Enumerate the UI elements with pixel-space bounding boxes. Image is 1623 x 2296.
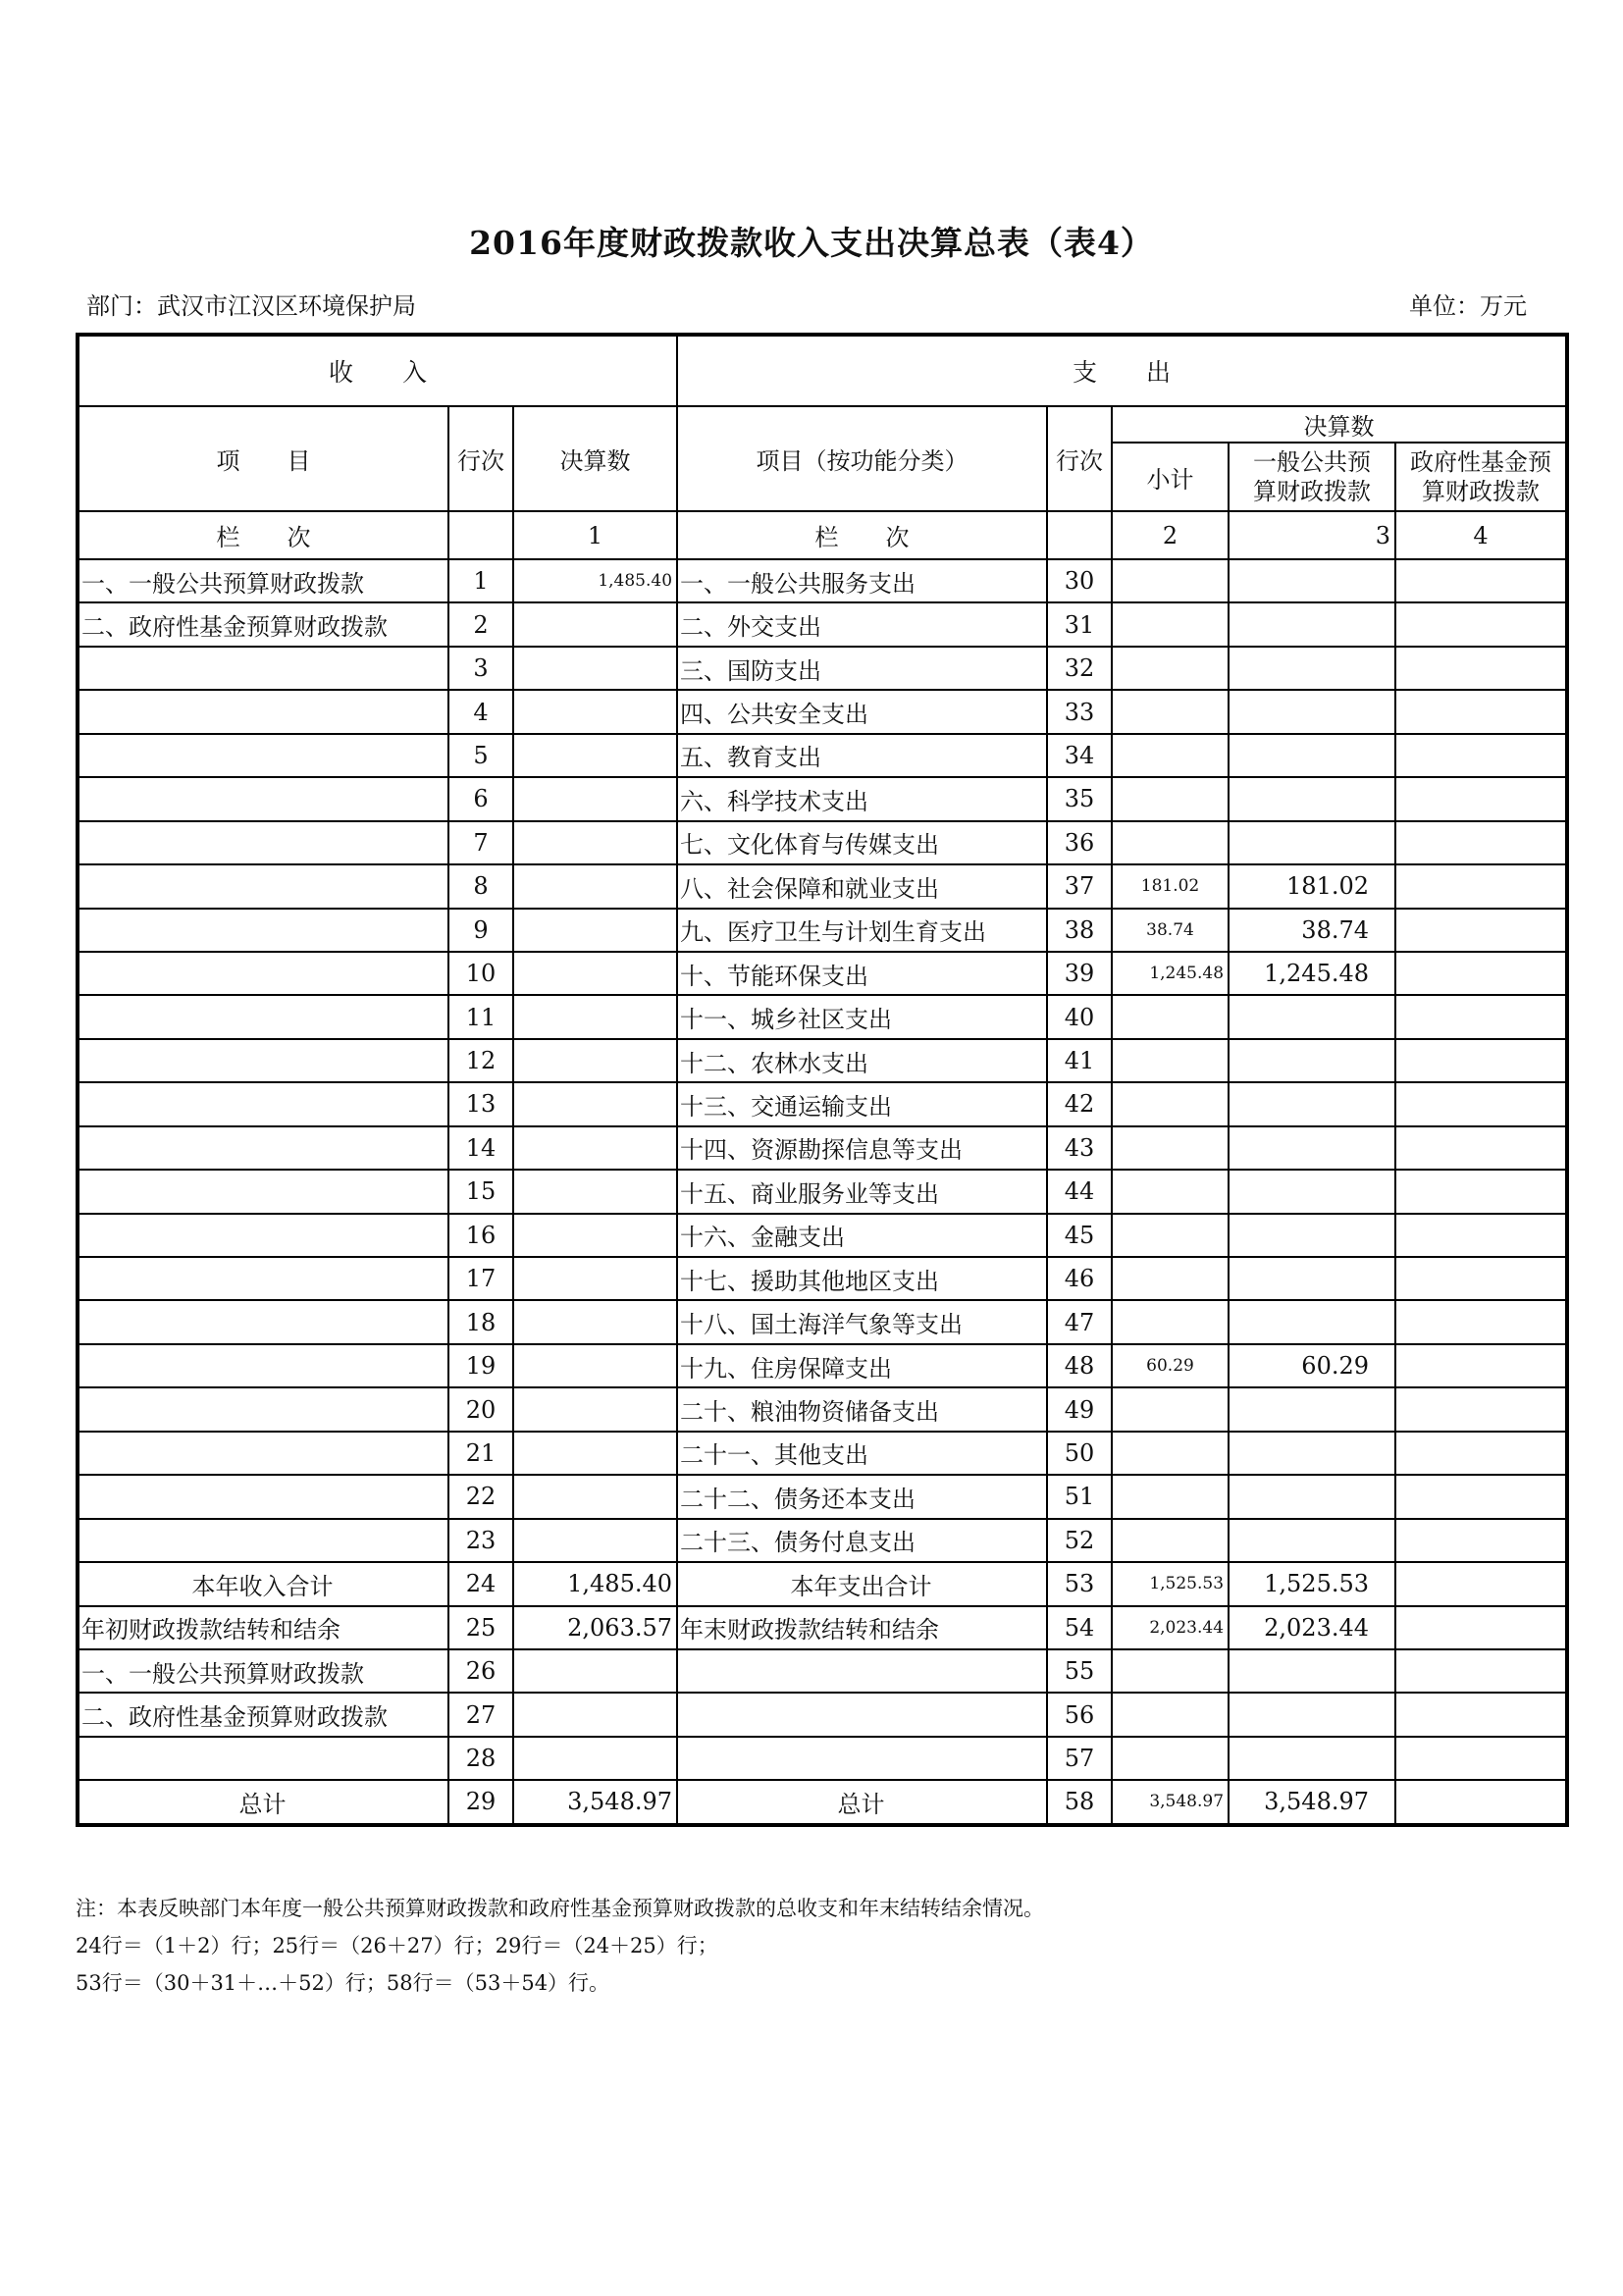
expense-amount-group-header: 决算数 (1112, 406, 1567, 443)
expense-item-cell: 二十、粮油物资储备支出 (677, 1387, 1047, 1431)
general-budget-cell (1229, 1432, 1395, 1475)
general-budget-cell: 60.29 (1229, 1344, 1395, 1387)
income-item-cell (78, 1737, 448, 1780)
gov-fund-cell (1395, 602, 1567, 646)
expense-item-cell: 二十二、债务还本支出 (677, 1475, 1047, 1518)
income-row-no-cell: 1 (448, 559, 513, 602)
expense-item-cell: 五、教育支出 (677, 734, 1047, 777)
expense-item-cell: 二十三、债务付息支出 (677, 1519, 1047, 1562)
table-row (78, 1606, 1567, 1649)
expense-item-cell: 十五、商业服务业等支出 (677, 1170, 1047, 1213)
gov-fund-cell (1395, 1039, 1567, 1082)
income-row-no-cell: 23 (448, 1519, 513, 1562)
general-budget-cell: 2,023.44 (1229, 1606, 1395, 1649)
income-amount-cell (513, 647, 677, 690)
general-budget-cell (1229, 1387, 1395, 1431)
note-line: 24行＝（1＋2）行；25行＝（26＋27）行；29行＝（24＋25）行； (76, 1934, 718, 1957)
income-row-no-cell: 24 (448, 1562, 513, 1605)
general-budget-header-line1: 一般公共预 (1253, 448, 1372, 476)
income-row-no-cell: 15 (448, 1170, 513, 1213)
table-row (78, 690, 1567, 733)
general-budget-cell: 1,245.48 (1229, 952, 1395, 995)
subtotal-cell: 1,245.48 (1112, 952, 1229, 995)
column-label-left: 栏 次 (78, 511, 448, 559)
expense-section-header: 支 出 (677, 335, 1567, 406)
income-amount-cell (513, 909, 677, 952)
expense-item-cell: 本年支出合计 (677, 1562, 1047, 1605)
general-budget-cell: 3,548.97 (1229, 1780, 1395, 1824)
expense-item-cell: 十六、金融支出 (677, 1214, 1047, 1257)
gov-fund-cell (1395, 777, 1567, 820)
expense-item-cell: 十一、城乡社区支出 (677, 995, 1047, 1038)
subtotal-cell (1112, 690, 1229, 733)
column-label-right: 栏 次 (677, 511, 1047, 559)
table-row (78, 1126, 1567, 1170)
general-budget-cell (1229, 777, 1395, 820)
expense-row-no-cell: 35 (1047, 777, 1112, 820)
general-budget-cell (1229, 1649, 1395, 1693)
general-budget-cell (1229, 1126, 1395, 1170)
income-item-cell: 一、一般公共预算财政拨款 (78, 559, 448, 602)
gov-fund-cell (1395, 690, 1567, 733)
column-index-1: 1 (513, 511, 677, 559)
expense-row-no-cell: 36 (1047, 821, 1112, 864)
expense-item-cell: 九、医疗卫生与计划生育支出 (677, 909, 1047, 952)
subtotal-cell: 2,023.44 (1112, 1606, 1229, 1649)
income-item-cell (78, 1170, 448, 1213)
income-amount-cell (513, 777, 677, 820)
expense-row-no-cell: 32 (1047, 647, 1112, 690)
gov-fund-cell (1395, 821, 1567, 864)
table-row (78, 1387, 1567, 1431)
income-row-no-cell: 22 (448, 1475, 513, 1518)
expense-item-cell: 十、节能环保支出 (677, 952, 1047, 995)
gov-fund-cell (1395, 995, 1567, 1038)
subtotal-cell: 60.29 (1112, 1344, 1229, 1387)
income-item-cell (78, 1082, 448, 1125)
expense-item-cell: 年末财政拨款结转和结余 (677, 1606, 1047, 1649)
subtotal-cell: 181.02 (1112, 864, 1229, 908)
expense-row-no-cell: 43 (1047, 1126, 1112, 1170)
expense-item-cell: 六、科学技术支出 (677, 777, 1047, 820)
income-amount-cell (513, 1475, 677, 1518)
income-row-no-cell: 2 (448, 602, 513, 646)
gov-fund-cell (1395, 864, 1567, 908)
column-label-blank (1047, 511, 1112, 559)
expense-row-no-cell: 56 (1047, 1693, 1112, 1736)
note-line: 注：本表反映部门本年度一般公共预算财政拨款和政府性基金预算财政拨款的总收支和年末结转结余情况。 (76, 1897, 1044, 1920)
income-row-no-cell: 28 (448, 1737, 513, 1780)
income-item-cell (78, 1387, 448, 1431)
table-row (78, 602, 1567, 646)
subtotal-cell (1112, 1519, 1229, 1562)
income-row-no-cell: 6 (448, 777, 513, 820)
income-row-no-cell: 27 (448, 1693, 513, 1736)
gov-fund-cell (1395, 1214, 1567, 1257)
general-budget-cell (1229, 1519, 1395, 1562)
general-budget-header (1229, 443, 1395, 511)
expense-row-no-cell: 37 (1047, 864, 1112, 908)
subtotal-cell (1112, 1039, 1229, 1082)
income-amount-cell (513, 602, 677, 646)
general-budget-cell (1229, 647, 1395, 690)
note-line: 53行＝（30＋31＋…＋52）行；58行＝（53＋54）行。 (76, 1971, 610, 1995)
subtotal-cell (1112, 1432, 1229, 1475)
income-amount-cell (513, 995, 677, 1038)
income-section-header: 收 入 (78, 335, 677, 406)
expense-item-cell: 十八、国土海洋气象等支出 (677, 1300, 1047, 1343)
gov-fund-cell (1395, 909, 1567, 952)
income-amount-cell (513, 952, 677, 995)
table-row (78, 1170, 1567, 1213)
expense-item-cell: 十四、资源勘探信息等支出 (677, 1126, 1047, 1170)
expense-row-no-cell: 34 (1047, 734, 1112, 777)
income-amount-cell (513, 1387, 677, 1431)
income-row-no-cell: 26 (448, 1649, 513, 1693)
expense-row-no-cell: 42 (1047, 1082, 1112, 1125)
income-row-no-cell: 13 (448, 1082, 513, 1125)
subtotal-cell (1112, 1300, 1229, 1343)
expense-item-cell: 三、国防支出 (677, 647, 1047, 690)
general-budget-cell (1229, 690, 1395, 733)
general-budget-cell: 181.02 (1229, 864, 1395, 908)
income-item-cell: 年初财政拨款结转和结余 (78, 1606, 448, 1649)
subtotal-cell (1112, 1649, 1229, 1693)
income-amount-cell (513, 734, 677, 777)
income-amount-cell (513, 1432, 677, 1475)
department-label: 部门：武汉市江汉区环境保护局 (86, 292, 416, 320)
income-amount-cell: 3,548.97 (513, 1780, 677, 1824)
expense-item-cell: 十二、农林水支出 (677, 1039, 1047, 1082)
general-budget-cell (1229, 559, 1395, 602)
general-budget-cell (1229, 734, 1395, 777)
income-amount-cell (513, 1082, 677, 1125)
income-item-cell (78, 1519, 448, 1562)
expense-row-no-cell: 31 (1047, 602, 1112, 646)
table-row (78, 1737, 1567, 1780)
subtotal-cell (1112, 1693, 1229, 1736)
expense-row-no-header: 行次 (1047, 406, 1112, 511)
income-amount-cell (513, 1693, 677, 1736)
general-budget-cell (1229, 1257, 1395, 1300)
income-amount-cell (513, 1170, 677, 1213)
table-row (78, 1475, 1567, 1518)
income-item-cell (78, 1344, 448, 1387)
table-row (78, 952, 1567, 995)
table-row (78, 864, 1567, 908)
income-row-no-cell: 5 (448, 734, 513, 777)
expense-item-cell: 十九、住房保障支出 (677, 1344, 1047, 1387)
unit-label: 单位：万元 (1409, 292, 1527, 320)
gov-fund-cell (1395, 1475, 1567, 1518)
subtotal-cell (1112, 1475, 1229, 1518)
gov-fund-header-line1: 政府性基金预 (1410, 448, 1552, 476)
gov-fund-cell (1395, 647, 1567, 690)
income-amount-cell: 2,063.57 (513, 1606, 677, 1649)
subtotal-cell (1112, 647, 1229, 690)
subtotal-cell (1112, 734, 1229, 777)
general-budget-cell (1229, 1082, 1395, 1125)
income-row-no-cell: 11 (448, 995, 513, 1038)
general-budget-cell: 38.74 (1229, 909, 1395, 952)
subtotal-cell (1112, 602, 1229, 646)
table-row (78, 1214, 1567, 1257)
general-budget-cell (1229, 995, 1395, 1038)
expense-item-cell: 四、公共安全支出 (677, 690, 1047, 733)
income-row-no-cell: 16 (448, 1214, 513, 1257)
expense-item-cell: 十三、交通运输支出 (677, 1082, 1047, 1125)
table-row (78, 734, 1567, 777)
subtotal-cell (1112, 1214, 1229, 1257)
income-item-cell: 二、政府性基金预算财政拨款 (78, 1693, 448, 1736)
income-item-cell (78, 1126, 448, 1170)
gov-fund-cell (1395, 1257, 1567, 1300)
income-item-cell (78, 952, 448, 995)
table-row (78, 1780, 1567, 1824)
table-row (78, 1257, 1567, 1300)
general-budget-cell (1229, 602, 1395, 646)
income-item-cell (78, 1475, 448, 1518)
subtotal-cell: 38.74 (1112, 909, 1229, 952)
general-budget-cell (1229, 1170, 1395, 1213)
income-item-header: 项 目 (78, 406, 448, 511)
column-index-2: 2 (1112, 511, 1229, 559)
income-amount-cell (513, 1519, 677, 1562)
income-row-no-cell: 4 (448, 690, 513, 733)
expense-item-cell: 总计 (677, 1780, 1047, 1824)
expense-row-no-cell: 45 (1047, 1214, 1112, 1257)
gov-fund-cell (1395, 1387, 1567, 1431)
column-index-4: 4 (1395, 511, 1567, 559)
general-budget-header-line2: 算财政拨款 (1253, 478, 1372, 505)
subtotal-cell (1112, 995, 1229, 1038)
subtotal-cell (1112, 1257, 1229, 1300)
income-item-cell: 本年收入合计 (78, 1562, 448, 1605)
subtotal-cell (1112, 1387, 1229, 1431)
income-item-cell (78, 864, 448, 908)
expense-row-no-cell: 44 (1047, 1170, 1112, 1213)
general-budget-cell (1229, 821, 1395, 864)
expense-item-cell (677, 1693, 1047, 1736)
income-amount-header: 决算数 (513, 406, 677, 511)
gov-fund-cell (1395, 1780, 1567, 1824)
notes (76, 1890, 1044, 2002)
expense-row-no-cell: 51 (1047, 1475, 1112, 1518)
expense-row-no-cell: 53 (1047, 1562, 1112, 1605)
gov-fund-cell (1395, 1344, 1567, 1387)
income-item-cell: 一、一般公共预算财政拨款 (78, 1649, 448, 1693)
expense-row-no-cell: 41 (1047, 1039, 1112, 1082)
expense-item-cell (677, 1649, 1047, 1693)
income-item-cell (78, 1039, 448, 1082)
income-row-no-cell: 25 (448, 1606, 513, 1649)
income-item-cell (78, 690, 448, 733)
income-amount-cell (513, 1737, 677, 1780)
final-accounts-table (76, 333, 1569, 1827)
gov-fund-header (1395, 443, 1567, 511)
income-row-no-cell: 21 (448, 1432, 513, 1475)
page-title: 2016年度财政拨款收入支出决算总表（表4） (469, 224, 1154, 262)
table-row (78, 777, 1567, 820)
income-amount-cell (513, 1126, 677, 1170)
income-row-no-cell: 29 (448, 1780, 513, 1824)
gov-fund-header-line2: 算财政拨款 (1422, 478, 1541, 505)
table-row (78, 1039, 1567, 1082)
income-amount-cell (513, 690, 677, 733)
income-row-no-cell: 9 (448, 909, 513, 952)
gov-fund-cell (1395, 1432, 1567, 1475)
subtotal-cell (1112, 1737, 1229, 1780)
subtotal-cell: 1,525.53 (1112, 1562, 1229, 1605)
gov-fund-cell (1395, 1606, 1567, 1649)
income-amount-cell (513, 1214, 677, 1257)
expense-item-cell: 一、一般公共服务支出 (677, 559, 1047, 602)
expense-row-no-cell: 39 (1047, 952, 1112, 995)
income-amount-cell (513, 821, 677, 864)
income-item-cell (78, 1214, 448, 1257)
gov-fund-cell (1395, 952, 1567, 995)
income-item-cell: 总计 (78, 1780, 448, 1824)
gov-fund-cell (1395, 1693, 1567, 1736)
gov-fund-cell (1395, 1170, 1567, 1213)
general-budget-cell (1229, 1475, 1395, 1518)
income-item-cell (78, 995, 448, 1038)
gov-fund-cell (1395, 1562, 1567, 1605)
expense-item-cell (677, 1737, 1047, 1780)
expense-item-header: 项目（按功能分类） (677, 406, 1047, 511)
gov-fund-cell (1395, 1519, 1567, 1562)
income-item-cell (78, 1300, 448, 1343)
expense-row-no-cell: 46 (1047, 1257, 1112, 1300)
subtotal-header: 小计 (1112, 443, 1229, 511)
subtotal-cell (1112, 777, 1229, 820)
income-row-no-cell: 17 (448, 1257, 513, 1300)
income-amount-cell (513, 1649, 677, 1693)
gov-fund-cell (1395, 734, 1567, 777)
general-budget-cell (1229, 1214, 1395, 1257)
gov-fund-cell (1395, 1649, 1567, 1693)
expense-item-cell: 八、社会保障和就业支出 (677, 864, 1047, 908)
table-row (78, 1300, 1567, 1343)
income-item-cell: 二、政府性基金预算财政拨款 (78, 602, 448, 646)
subtotal-cell (1112, 1082, 1229, 1125)
income-item-cell (78, 1257, 448, 1300)
expense-row-no-cell: 40 (1047, 995, 1112, 1038)
column-label-blank (448, 511, 513, 559)
income-amount-cell (513, 864, 677, 908)
income-amount-cell: 1,485.40 (513, 559, 677, 602)
income-row-no-cell: 12 (448, 1039, 513, 1082)
subtotal-cell (1112, 559, 1229, 602)
table-row (78, 909, 1567, 952)
income-row-no-cell: 8 (448, 864, 513, 908)
expense-item-cell: 二、外交支出 (677, 602, 1047, 646)
expense-row-no-cell: 52 (1047, 1519, 1112, 1562)
general-budget-cell (1229, 1300, 1395, 1343)
table-row (78, 559, 1567, 602)
income-amount-cell: 1,485.40 (513, 1562, 677, 1605)
income-row-no-cell: 19 (448, 1344, 513, 1387)
expense-row-no-cell: 30 (1047, 559, 1112, 602)
income-row-no-header: 行次 (448, 406, 513, 511)
income-item-cell (78, 734, 448, 777)
income-row-no-cell: 7 (448, 821, 513, 864)
subtotal-cell (1112, 821, 1229, 864)
income-item-cell (78, 1432, 448, 1475)
income-item-cell (78, 909, 448, 952)
table-row (78, 1432, 1567, 1475)
expense-row-no-cell: 58 (1047, 1780, 1112, 1824)
income-amount-cell (513, 1344, 677, 1387)
table-row (78, 821, 1567, 864)
income-row-no-cell: 3 (448, 647, 513, 690)
table-row (78, 1562, 1567, 1605)
subtotal-cell (1112, 1126, 1229, 1170)
expense-row-no-cell: 54 (1047, 1606, 1112, 1649)
expense-row-no-cell: 55 (1047, 1649, 1112, 1693)
subtotal-cell (1112, 1170, 1229, 1213)
expense-item-cell: 七、文化体育与传媒支出 (677, 821, 1047, 864)
expense-row-no-cell: 49 (1047, 1387, 1112, 1431)
income-row-no-cell: 14 (448, 1126, 513, 1170)
table-row (78, 1649, 1567, 1693)
subtotal-cell: 3,548.97 (1112, 1780, 1229, 1824)
expense-row-no-cell: 33 (1047, 690, 1112, 733)
table-row (78, 1082, 1567, 1125)
expense-item-cell: 二十一、其他支出 (677, 1432, 1047, 1475)
income-item-cell (78, 647, 448, 690)
column-index-3: 3 (1229, 511, 1395, 559)
income-amount-cell (513, 1257, 677, 1300)
table-row (78, 1519, 1567, 1562)
expense-item-cell: 十七、援助其他地区支出 (677, 1257, 1047, 1300)
expense-row-no-cell: 57 (1047, 1737, 1112, 1780)
gov-fund-cell (1395, 1082, 1567, 1125)
income-item-cell (78, 777, 448, 820)
table-row (78, 1344, 1567, 1387)
income-amount-cell (513, 1300, 677, 1343)
gov-fund-cell (1395, 1300, 1567, 1343)
expense-row-no-cell: 50 (1047, 1432, 1112, 1475)
general-budget-cell (1229, 1737, 1395, 1780)
general-budget-cell (1229, 1693, 1395, 1736)
income-item-cell (78, 821, 448, 864)
income-row-no-cell: 20 (448, 1387, 513, 1431)
income-amount-cell (513, 1039, 677, 1082)
gov-fund-cell (1395, 1126, 1567, 1170)
expense-row-no-cell: 47 (1047, 1300, 1112, 1343)
gov-fund-cell (1395, 559, 1567, 602)
table-row (78, 1693, 1567, 1736)
income-row-no-cell: 18 (448, 1300, 513, 1343)
income-row-no-cell: 10 (448, 952, 513, 995)
expense-row-no-cell: 48 (1047, 1344, 1112, 1387)
table-row (78, 995, 1567, 1038)
general-budget-cell (1229, 1039, 1395, 1082)
gov-fund-cell (1395, 1737, 1567, 1780)
table-row (78, 647, 1567, 690)
general-budget-cell: 1,525.53 (1229, 1562, 1395, 1605)
expense-row-no-cell: 38 (1047, 909, 1112, 952)
